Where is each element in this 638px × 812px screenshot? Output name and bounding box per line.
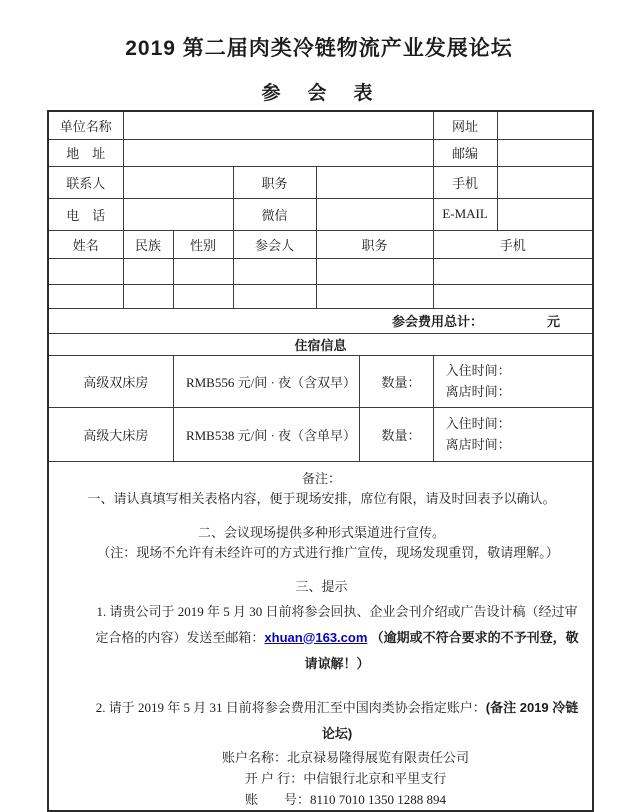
attendee1-attendee-cell xyxy=(233,258,316,284)
room-twin-qty-label: 数量： xyxy=(359,355,433,407)
tip-2-text: 2. 请于 2019 年 5 月 31 日前将参会费用汇至中国肉类协会指定账户： xyxy=(95,699,486,715)
attendee-row-2 xyxy=(48,284,593,308)
fee-total-row xyxy=(48,308,593,333)
room-twin-price: RMB556 元/间 · 夜（含双早） xyxy=(173,355,359,407)
attendee-ethnicity-header: 民族 xyxy=(123,230,173,258)
company-value-cell xyxy=(123,111,433,139)
contact-position-label: 职务 xyxy=(233,166,316,198)
website-value-cell xyxy=(497,111,593,139)
room-row-king xyxy=(48,407,593,461)
contact-mobile-value-cell xyxy=(497,166,593,198)
attendee-name-header: 姓名 xyxy=(48,230,123,258)
tip-1-paragraph xyxy=(92,599,584,677)
wechat-label: 微信 xyxy=(233,198,316,230)
fee-total-cell xyxy=(48,308,593,333)
wechat-value-cell xyxy=(316,198,433,230)
row-company xyxy=(48,111,593,139)
tip-2-bold-note: (备注 2019 冷链论坛) xyxy=(321,699,579,741)
notes-heading: 备注： xyxy=(302,470,342,486)
account-number-line xyxy=(107,789,584,810)
attendee1-position-cell xyxy=(316,258,433,284)
tip-1-text: 1. 请贵公司于 2019 年 5 月 30 日前将参会回执、企业会刊介绍或广告设计稿（经过审定合格的内容）发送至邮箱： xyxy=(95,603,578,645)
notes-row xyxy=(48,461,593,811)
attendee1-name-cell xyxy=(48,258,123,284)
contact-label: 联系人 xyxy=(48,166,123,198)
account-number-label: 账 号： xyxy=(245,791,311,807)
bank-line xyxy=(107,768,584,789)
registration-form-table xyxy=(47,110,594,812)
account-name-value: 北京禄易隆得展览有限责任公司 xyxy=(287,749,470,765)
room-twin-checkout-label: 离店时间： xyxy=(445,384,511,399)
attendee1-ethnicity-cell xyxy=(123,258,173,284)
fee-total-label: 参会费用总计： xyxy=(392,314,484,329)
attendee2-attendee-cell xyxy=(233,284,316,308)
notes-cell xyxy=(48,461,593,811)
email-value-cell xyxy=(497,198,593,230)
website-label: 网址 xyxy=(433,111,497,139)
fee-unit-label: 元 xyxy=(547,314,561,329)
bank-value: 中信银行北京和平里支行 xyxy=(303,770,447,786)
room-king-price: RMB538 元/间 · 夜（含单早） xyxy=(173,407,359,461)
account-number-value: 8110 7010 1350 1288 894 xyxy=(310,791,447,807)
lodging-title-row xyxy=(48,333,593,355)
attendee-position-header: 职务 xyxy=(316,230,433,258)
attendee2-gender-cell xyxy=(173,284,233,308)
attendee1-mobile-cell xyxy=(433,258,593,284)
room-king-checkin-label: 入住时间： xyxy=(445,416,511,431)
page-subtitle: 参 会 表 xyxy=(261,83,377,104)
room-row-twin xyxy=(48,355,593,407)
room-king-checkout-label: 离店时间： xyxy=(445,437,511,452)
room-king-type: 高级大床房 xyxy=(48,407,173,461)
contact-position-value-cell xyxy=(316,166,433,198)
attendee-mobile-header: 手机 xyxy=(433,230,593,258)
note-item-3: 三、提示 xyxy=(295,578,348,594)
attendee-row-1 xyxy=(48,258,593,284)
contact-mobile-label: 手机 xyxy=(433,166,497,198)
account-name-label: 账户名称： xyxy=(222,749,288,765)
phone-label: 电 话 xyxy=(48,198,123,230)
email-link[interactable]: xhuan@163.com xyxy=(264,629,368,645)
room-twin-times xyxy=(433,355,593,407)
note-item-2: 二、会议现场提供多种形式渠道进行宣传。 xyxy=(198,524,446,540)
spacer xyxy=(59,509,584,523)
lodging-section-title: 住宿信息 xyxy=(48,333,593,355)
company-label: 单位名称 xyxy=(48,111,123,139)
room-king-qty-label: 数量： xyxy=(359,407,433,461)
account-name-line xyxy=(107,747,584,768)
bank-label: 开 户 行： xyxy=(244,770,304,786)
tip-2-paragraph xyxy=(92,695,584,747)
address-value-cell xyxy=(123,139,433,166)
attendee2-mobile-cell xyxy=(433,284,593,308)
tip-1-bold-note: （逾期或不符合要求的不予刊登，敬请谅解！） xyxy=(304,629,579,671)
attendee-header: 参会人 xyxy=(233,230,316,258)
row-contact xyxy=(48,166,593,198)
page-title: 2019 第二届肉类冷链物流产业发展论坛 xyxy=(125,37,513,60)
zip-value-cell xyxy=(497,139,593,166)
address-label: 地 址 xyxy=(48,139,123,166)
room-twin-checkin-label: 入住时间： xyxy=(445,363,511,378)
email-label: E-MAIL xyxy=(433,198,497,230)
phone-value-cell xyxy=(123,198,233,230)
row-phone xyxy=(48,198,593,230)
attendee2-ethnicity-cell xyxy=(123,284,173,308)
contact-value-cell xyxy=(123,166,233,198)
attendee1-gender-cell xyxy=(173,258,233,284)
room-king-times xyxy=(433,407,593,461)
attendee2-position-cell xyxy=(316,284,433,308)
spacer xyxy=(59,563,584,577)
note-item-1: 一、请认真填写相关表格内容，便于现场安排，席位有限，请及时回表予以确认。 xyxy=(87,490,556,506)
zip-label: 邮编 xyxy=(433,139,497,166)
attendee2-name-cell xyxy=(48,284,123,308)
note-item-2-sub: （注：现场不允许有未经许可的方式进行推广宣传，现场发现重罚，敬请理解。） xyxy=(97,544,559,560)
attendee-gender-header: 性别 xyxy=(173,230,233,258)
attendee-header-row xyxy=(48,230,593,258)
row-address xyxy=(48,139,593,166)
spacer xyxy=(59,677,584,693)
room-twin-type: 高级双床房 xyxy=(48,355,173,407)
